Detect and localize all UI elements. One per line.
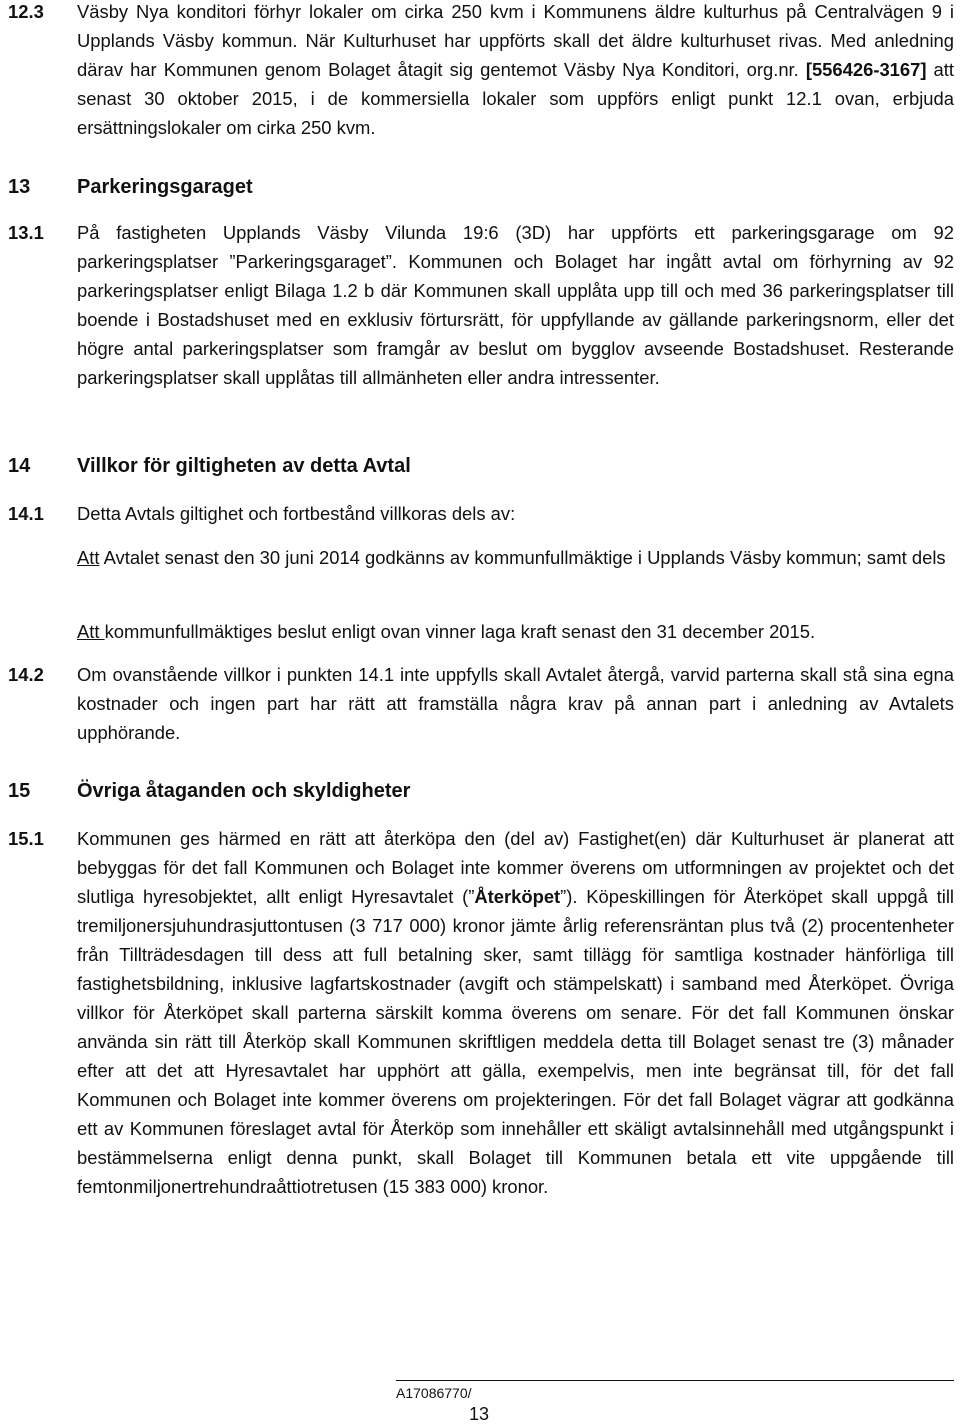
footer-rule [396,1380,954,1381]
clause-13-1 [8,218,954,392]
section-title: Parkeringsgaraget [77,176,253,198]
org-number: [556426-3167] [805,59,927,80]
section-number: 13 [8,176,31,198]
clause-text-part: Väsby Nya konditori förhyr lokaler om cirka 250 kvm i Kommunens äldre kulturhus på Centralvägen 9 i Upplands Väsby kommun. När Kulturhuset har uppförts skall det äldre kulturhuset rivas. Med anledning därav har Kommunen genom Bolaget åtagit sig gentemot Väsby Nya Konditori, org.nr. [77,1,954,80]
clause-text: Om ovanstående villkor i punkten 14.1 inte uppfylls skall Avtalet återgå, varvid parterna skall stå sina egna kostnader och ingen part har rätt att framställa några krav på annan part i anledning av Avtalets upphörande. [77,664,954,743]
section-heading-13 [8,174,253,200]
clause-text [77,824,954,1201]
condition-marker: Att [77,547,100,568]
section-heading-14 [8,453,411,479]
condition-text [77,617,954,646]
clause-text-part: att senast 30 oktober 2015, i de kommersiella lokaler som uppförs enligt punkt 12.1 ovan, erbjuda ersättningslokaler om cirka 250 kvm. [77,59,954,138]
clause-text: Detta Avtals giltighet och fortbestånd villkoras dels av: [77,503,516,524]
clause-text: På fastigheten Upplands Väsby Vilunda 19:6 (3D) har uppförts ett parkeringsgarage om 92 parkeringsplatser ”Parkeringsgaraget”. Kommunen och Bolaget har ingått avtal om förhyrning av 92 parkeringsplatser enligt Bilaga 1.2 b där Kommunen skall upplåta upp till och med 36 parkeringsplatser till boende i Bostadshuset med en exklusiv förtursrätt, för uppfyllande av gällande parkeringsnorm, eller det högre antal parkeringsplatser som framgår av beslut om bygglov avseende Bostadshuset. Resterande parkeringsplatser skall upplåtas till allmänheten eller andra intressenter. [77,222,954,388]
condition-1 [8,543,954,572]
clause-number: 14.1 [8,503,44,524]
clause-12-3 [8,0,954,142]
page-number: 13 [469,1404,490,1424]
condition-2 [8,617,954,646]
clause-15-1 [8,824,954,1201]
clause-number: 14.2 [8,664,44,685]
section-heading-15 [8,778,410,804]
document-reference: A17086770/ [396,1385,472,1401]
condition-marker: Att [77,621,105,642]
section-title: Villkor för giltigheten av detta Avtal [77,455,411,477]
clause-text-part: Kommunen ges härmed en rätt att återköpa den (del av) Fastighet(en) där Kulturhuset är planerat att bebyggas för det fall Kommunen och Bolaget inte kommer överens om utformningen av projektet och det slutliga hyresobjektet, allt enligt Hyresavtalet (” [77,828,954,907]
clause-14-2 [8,660,954,747]
condition-text [77,543,954,572]
clause-number: 15.1 [8,828,44,849]
section-title: Övriga åtaganden och skyldigheter [77,780,411,802]
clause-number: 12.3 [8,1,44,22]
clause-text-part: ”). Köpeskillingen för Återköpet skall uppgå till tremiljonersjuhundrasjuttontusen (3 717 000) kronor jämte årlig referensräntan plus två (2) procentenheter från Tillträdesdagen till dess att full betalning sker, samt tillägg för samtliga kostnader hänförliga till fastighetsbildning, inklusive lagfartskostnader (avgift och stämpelskatt) i samband med Återköpet. Övriga villkor för Återköpet skall parterna särskilt komma överens om senare. För det fall Kommunen önskar använda sin rätt till Återköp skall Kommunen skriftligen meddela detta till Bolaget senast tre (3) månader efter att det att Hyresavtalet har upphört att gälla, exempelvis, men inte begränsat till, för det fall Kommunen och Bolaget inte kommer överens om projekteringen. För det fall Bolaget vägrar att godkänna ett av Kommunen föreslaget avtal för Återköp som innehåller ett skäligt avtalsinnehåll med utgångspunkt i bestämmelserna enligt denna punkt, skall Bolaget till Kommunen betala ett vite uppgående till femtonmiljonertrehundraåttiotretusen (15 383 000) kronor. [77,886,954,1197]
clause-14-1 [8,499,954,528]
section-number: 14 [8,455,31,477]
condition-body: Avtalet senast den 30 juni 2014 godkänns av kommunfullmäktige i Upplands Väsby kommun; samt dels [99,547,946,568]
clause-number: 13.1 [8,222,44,243]
defined-term: Återköpet [474,886,561,907]
section-number: 15 [8,780,31,802]
condition-body: kommunfullmäktiges beslut enligt ovan vinner laga kraft senast den 31 december 2015. [104,621,816,642]
clause-text [77,0,954,142]
